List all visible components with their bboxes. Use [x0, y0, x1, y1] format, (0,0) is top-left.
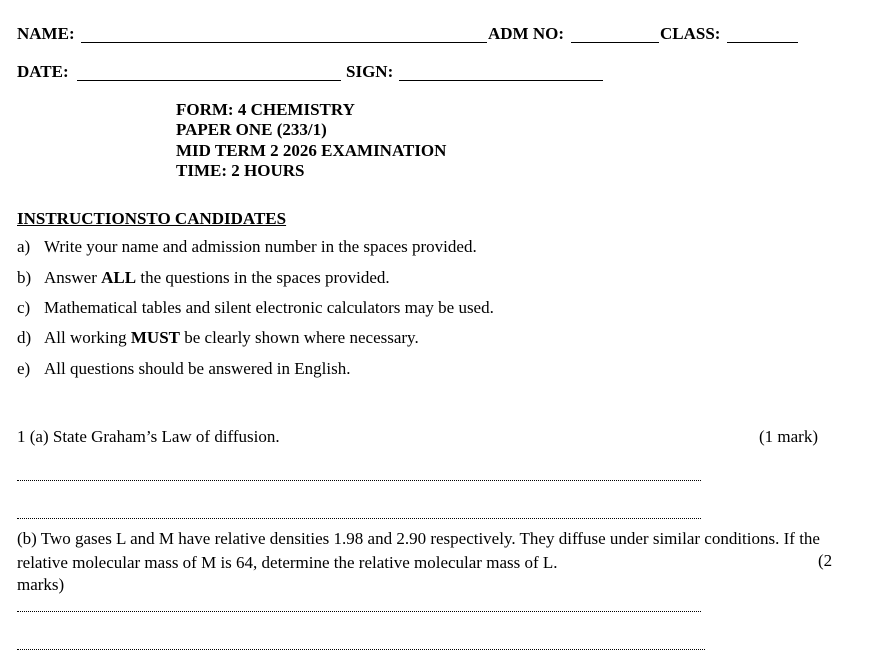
class-label: CLASS: — [660, 24, 721, 43]
answer-line[interactable] — [17, 649, 705, 650]
sign-label: SIGN: — [346, 62, 394, 81]
instruction-emphasis: MUST — [130, 328, 181, 347]
name-label: NAME: — [17, 24, 75, 43]
answer-line[interactable] — [17, 480, 701, 481]
instruction-letter: d) — [17, 328, 32, 347]
instruction-letter: b) — [17, 268, 32, 287]
instruction-text: All working — [44, 328, 131, 347]
exam-form: FORM: 4 CHEMISTRY — [176, 100, 355, 119]
class-field[interactable] — [727, 42, 798, 43]
adm-no-label: ADM NO: — [488, 24, 565, 43]
instruction-text: the questions in the spaces provided. — [136, 268, 390, 287]
instruction-letter: e) — [17, 359, 31, 378]
instruction-text: Answer — [44, 268, 102, 287]
instruction-text: All questions should be answered in English. — [44, 359, 351, 378]
answer-line[interactable] — [17, 611, 701, 612]
exam-term: MID TERM 2 2026 EXAMINATION — [176, 141, 447, 160]
instruction-a — [17, 237, 477, 257]
instruction-text: Mathematical tables and silent electronic calculators may be used. — [44, 298, 494, 317]
instruction-letter: c) — [17, 298, 31, 317]
question-1b-marks-continued: marks) — [17, 575, 65, 594]
instruction-letter: a) — [17, 237, 31, 256]
instruction-emphasis: ALL — [101, 268, 137, 287]
adm-no-field[interactable] — [571, 42, 659, 43]
instruction-d — [17, 328, 419, 348]
question-1a-marks: (1 mark) — [759, 427, 819, 446]
instruction-e — [17, 359, 350, 379]
instruction-text: Write your name and admission number in the spaces provided. — [44, 237, 477, 256]
question-1b-marks: (2 — [818, 551, 833, 570]
answer-line[interactable] — [17, 518, 701, 519]
question-1b-block — [17, 527, 837, 574]
instruction-c — [17, 298, 494, 318]
instruction-text: be clearly shown where necessary. — [180, 328, 419, 347]
instructions-heading: INSTRUCTIONSTO CANDIDATES — [17, 209, 287, 228]
date-label: DATE: — [17, 62, 69, 81]
exam-time: TIME: 2 HOURS — [176, 161, 305, 180]
question-1a-text: 1 (a) State Graham’s Law of diffusion. — [17, 427, 280, 446]
sign-field[interactable] — [399, 80, 603, 81]
question-1b-text: (b) Two gases L and M have relative densities 1.98 and 2.90 respectively. They diffuse under similar conditions. If the relative molecular mass of M is 64, determine the relative molecular mass of L. — [17, 529, 820, 572]
date-field[interactable] — [77, 80, 341, 81]
instruction-b — [17, 268, 390, 288]
exam-paper: PAPER ONE (233/1) — [176, 120, 327, 139]
name-field[interactable] — [81, 42, 487, 43]
